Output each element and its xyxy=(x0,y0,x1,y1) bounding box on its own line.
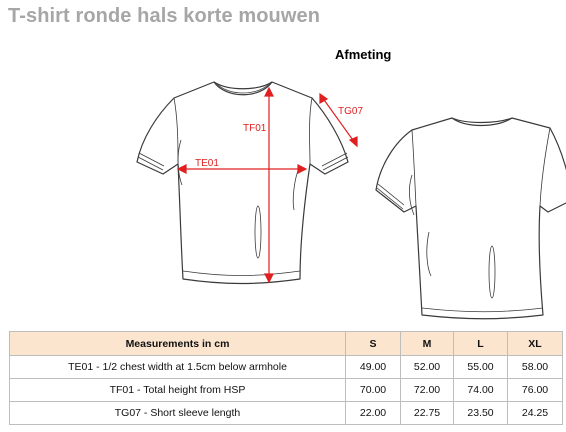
cell-value: 24.25 xyxy=(508,402,563,425)
front-outline xyxy=(137,82,348,284)
table-row xyxy=(10,402,563,425)
header-size-m: M xyxy=(401,332,454,356)
cell-value: 49.00 xyxy=(346,356,401,379)
tshirt-front-drawing xyxy=(128,74,368,289)
header-size-s: S xyxy=(346,332,401,356)
cell-value: 76.00 xyxy=(508,379,563,402)
back-outline xyxy=(376,118,566,319)
cell-value: 22.75 xyxy=(401,402,454,425)
cell-value: 58.00 xyxy=(508,356,563,379)
tg07-measure-line xyxy=(322,97,355,143)
row-label: TF01 - Total height from HSP xyxy=(10,379,346,402)
section-heading: Afmeting xyxy=(335,47,392,62)
row-label: TE01 - 1/2 chest width at 1.5cm below armhole xyxy=(10,356,346,379)
header-size-xl: XL xyxy=(508,332,563,356)
table-row xyxy=(10,356,563,379)
te01-label: TE01 xyxy=(195,158,219,169)
cell-value: 72.00 xyxy=(401,379,454,402)
header-measurements: Measurements in cm xyxy=(10,332,346,356)
back-collar xyxy=(452,118,512,126)
cell-value: 70.00 xyxy=(346,379,401,402)
tf01-label: TF01 xyxy=(243,123,267,134)
cell-value: 74.00 xyxy=(454,379,508,402)
cell-value: 22.00 xyxy=(346,402,401,425)
tg07-label: TG07 xyxy=(338,106,364,117)
size-chart-table xyxy=(9,331,563,425)
tshirt-back-drawing xyxy=(372,112,566,322)
cell-value: 23.50 xyxy=(454,402,508,425)
table-header-row xyxy=(10,332,563,356)
row-label: TG07 - Short sleeve length xyxy=(10,402,346,425)
page-title: T-shirt ronde hals korte mouwen xyxy=(8,5,321,27)
header-size-l: L xyxy=(454,332,508,356)
cell-value: 52.00 xyxy=(401,356,454,379)
table-row xyxy=(10,379,563,402)
cell-value: 55.00 xyxy=(454,356,508,379)
